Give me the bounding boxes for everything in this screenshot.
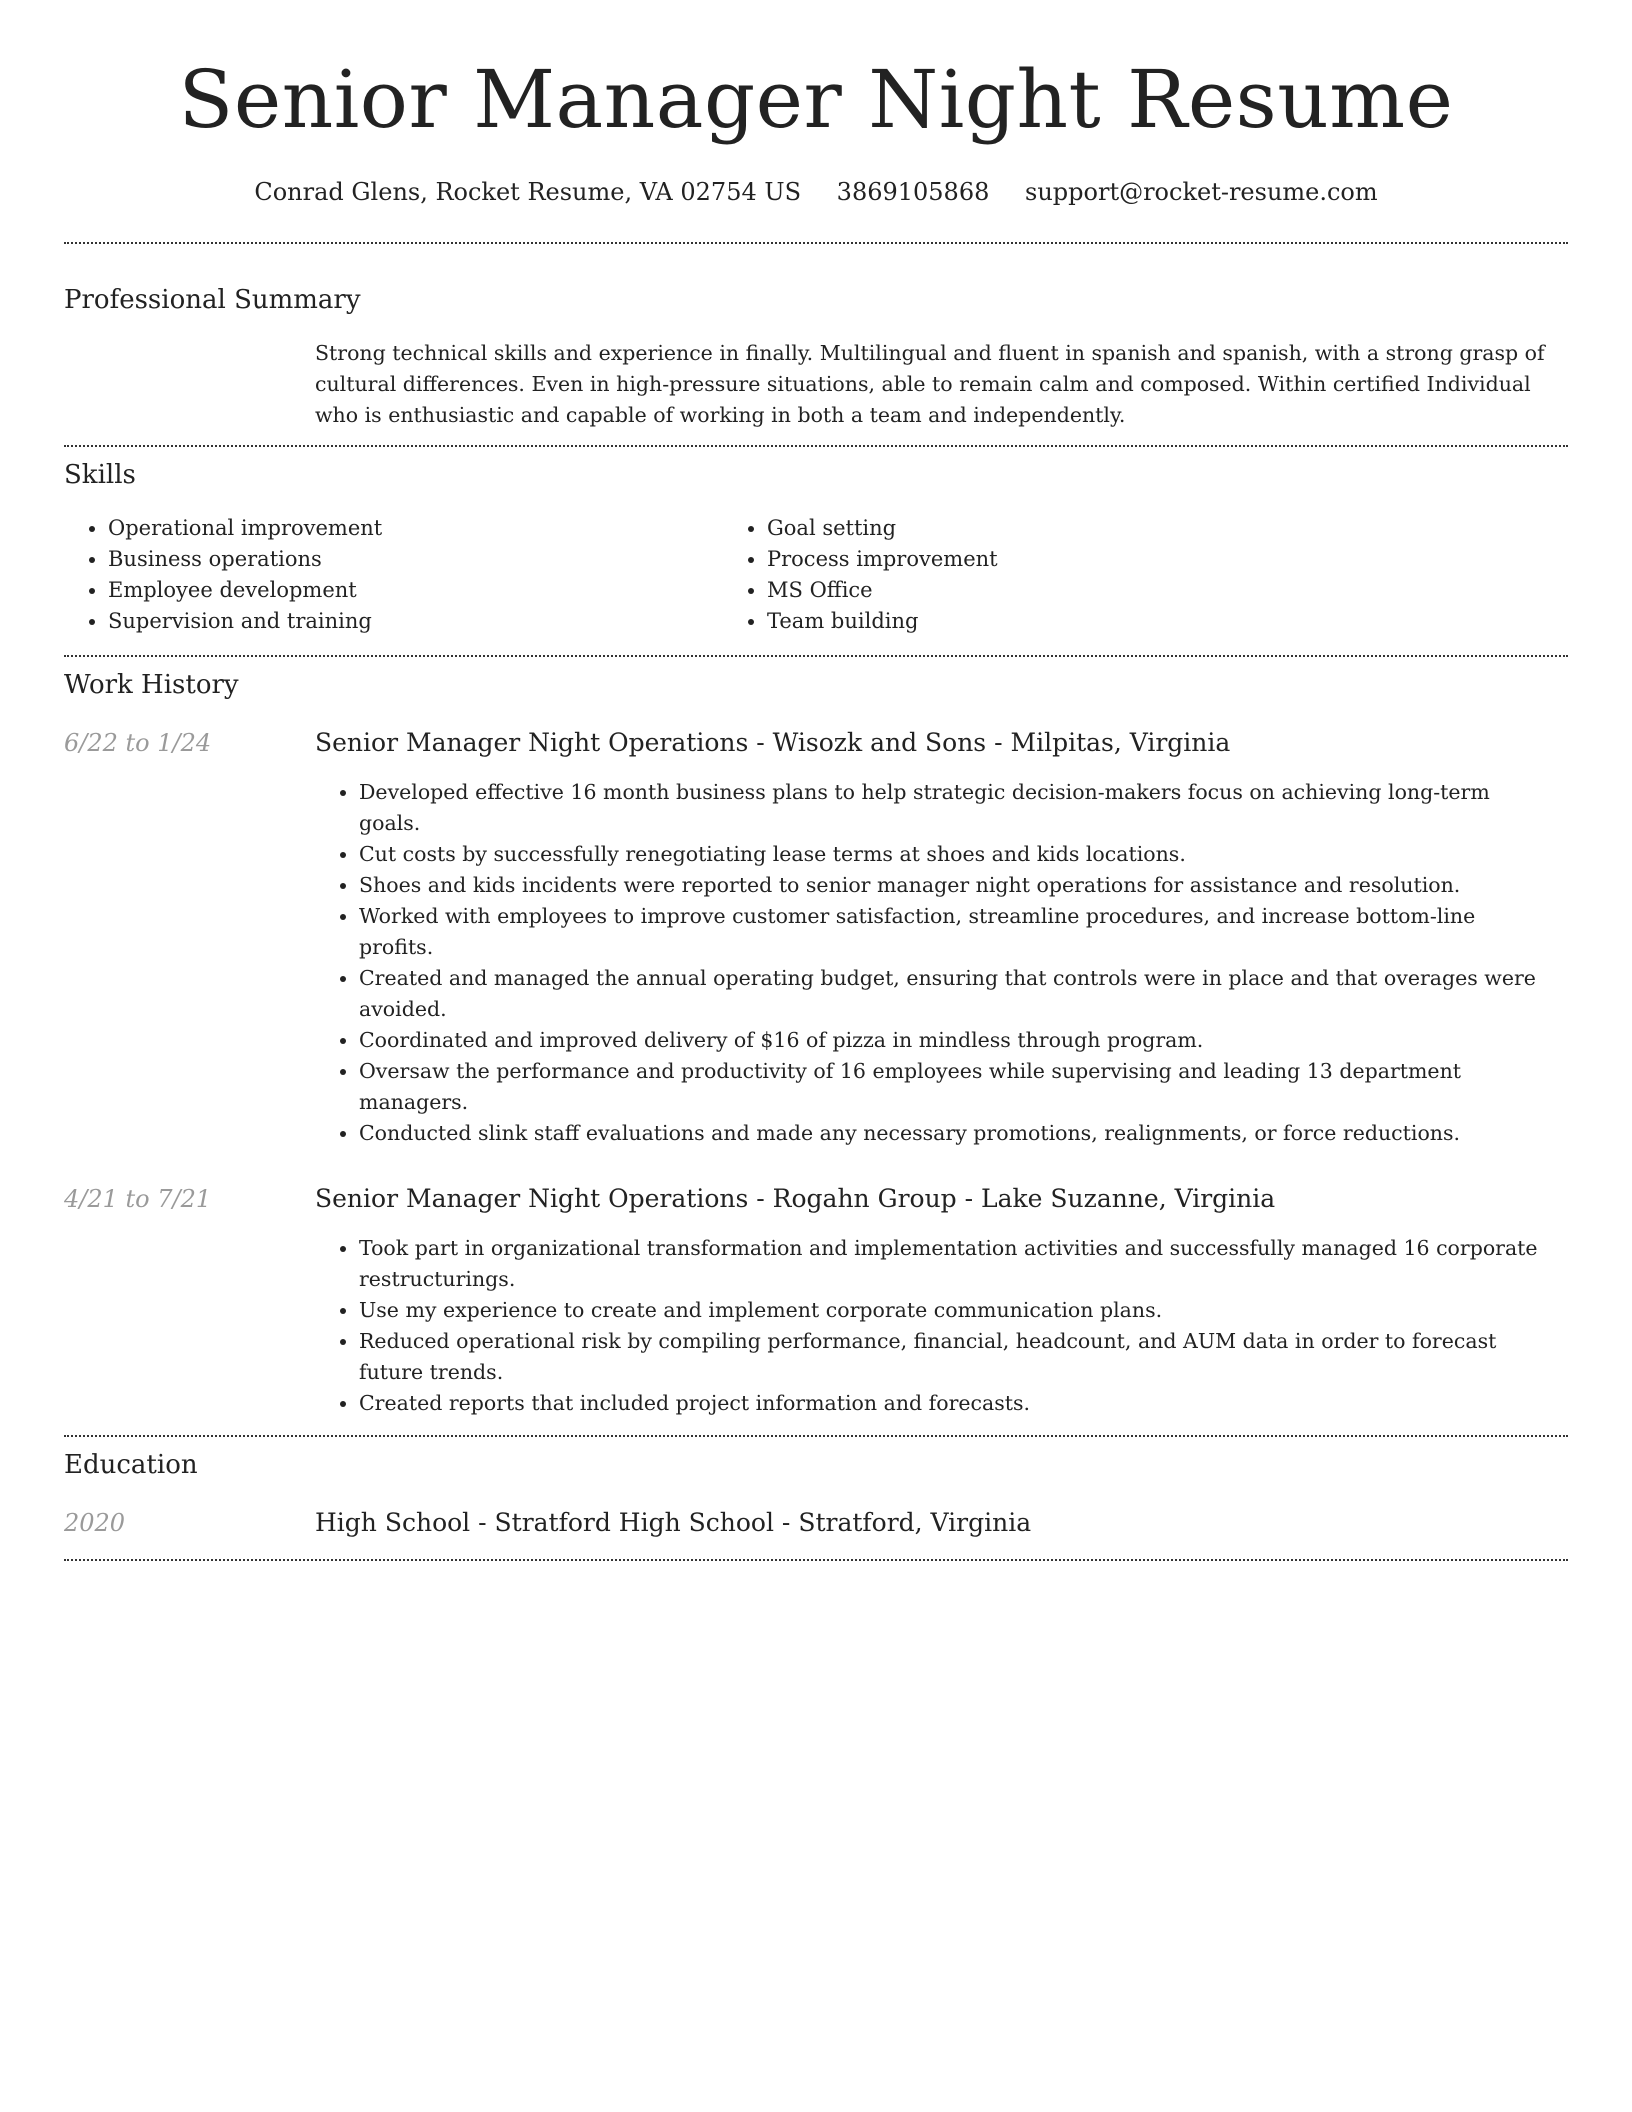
skill-item: • Operational improvement [108, 513, 723, 544]
job-entry [64, 727, 1568, 1149]
resume-header [64, 0, 1568, 208]
divider [64, 1559, 1568, 1561]
job-bullet: • Shoes and kids incidents were reported to senior manager night operations for assistance and resolution. [359, 870, 1568, 901]
job-bullet: • Coordinated and improved delivery of $16 of pizza in mindless through program. [359, 1025, 1568, 1056]
job-title: Senior Manager Night Operations [315, 1184, 749, 1213]
skills-heading: Skills [64, 460, 136, 490]
resume-title: Senior Manager Night Resume [178, 53, 1454, 146]
job-bullet: • Worked with employees to improve customer satisfaction, streamline procedures, and increase bottom-line profits. [359, 901, 1568, 963]
job-bullet: • Conducted slink staff evaluations and made any necessary promotions, realignments, or force reductions. [359, 1118, 1568, 1149]
skills-list [64, 513, 1568, 637]
skill-item: • Team building [767, 606, 1382, 637]
skill-item: • Goal setting [767, 513, 1382, 544]
skill-item: • Employee development [108, 575, 723, 606]
skill-item: • Business operations [108, 544, 723, 575]
education-degree: High School [315, 1508, 471, 1537]
education-heading: Education [64, 1450, 198, 1480]
job-bullets [315, 1233, 1568, 1419]
contact-info [64, 176, 1568, 208]
summary-section [64, 244, 1568, 431]
job-bullet: • Developed effective 16 month business plans to help strategic decision-makers focus on achieving long-term goals. [359, 777, 1568, 839]
education-section [64, 1437, 1568, 1539]
skills-column-right [723, 513, 1382, 637]
skill-item: • Supervision and training [108, 606, 723, 637]
education-school-location: - Stratford High School - Stratford, Virginia [470, 1508, 1032, 1537]
contact-phone: 3869105868 [836, 178, 990, 206]
education-heading-line [315, 1507, 1031, 1539]
job-details [315, 1233, 1568, 1419]
education-entry [64, 1507, 1568, 1539]
job-entry [64, 1183, 1568, 1419]
job-company-location: - Wisozk and Sons - Milpitas, Virginia [748, 728, 1231, 757]
job-company-location: - Rogahn Group - Lake Suzanne, Virginia [748, 1184, 1276, 1213]
summary-heading: Professional Summary [64, 285, 361, 315]
skills-column-left [64, 513, 723, 637]
contact-email: support@rocket-resume.com [1025, 178, 1378, 206]
job-dates: 4/21 to 7/21 [64, 1185, 212, 1213]
education-date: 2020 [64, 1509, 126, 1537]
job-bullet: • Created and managed the annual operating budget, ensuring that controls were in place and that overages were avoided. [359, 963, 1568, 1025]
skill-item: • MS Office [767, 575, 1382, 606]
job-header-row [64, 727, 1568, 759]
skills-section [64, 447, 1568, 637]
job-header-row [64, 1183, 1568, 1215]
contact-address: Conrad Glens, Rocket Resume, VA 02754 US [254, 178, 802, 206]
job-bullet: • Oversaw the performance and productivity of 16 employees while supervising and leading 13 department managers. [359, 1056, 1568, 1118]
skill-item: • Process improvement [767, 544, 1382, 575]
work-history-heading: Work History [64, 670, 239, 700]
work-history-section [64, 657, 1568, 1419]
job-bullets [315, 777, 1568, 1149]
summary-content [315, 338, 1568, 431]
job-bullet: • Created reports that included project information and forecasts. [359, 1388, 1568, 1419]
resume-page [64, 0, 1568, 1561]
job-bullet: • Cut costs by successfully renegotiating lease terms at shoes and kids locations. [359, 839, 1568, 870]
job-bullet: • Took part in organizational transformation and implementation activities and successfully managed 16 corporate restructurings. [359, 1233, 1568, 1295]
summary-text: Strong technical skills and experience in finally. Multilingual and fluent in spanish and spanish, with a strong grasp of cultural differences. Even in high-pressure situations, able to remain calm and composed. Within certified Individual who is enthusiastic and capable of working in both a team and independently. [315, 341, 1545, 427]
job-bullet: • Reduced operational risk by compiling performance, financial, headcount, and AUM data in order to forecast future trends. [359, 1326, 1568, 1388]
job-heading [315, 1183, 1275, 1215]
job-title: Senior Manager Night Operations [315, 728, 749, 757]
job-details [315, 777, 1568, 1149]
job-heading [315, 727, 1230, 759]
job-dates: 6/22 to 1/24 [64, 729, 212, 757]
job-bullet: • Use my experience to create and implement corporate communication plans. [359, 1295, 1568, 1326]
